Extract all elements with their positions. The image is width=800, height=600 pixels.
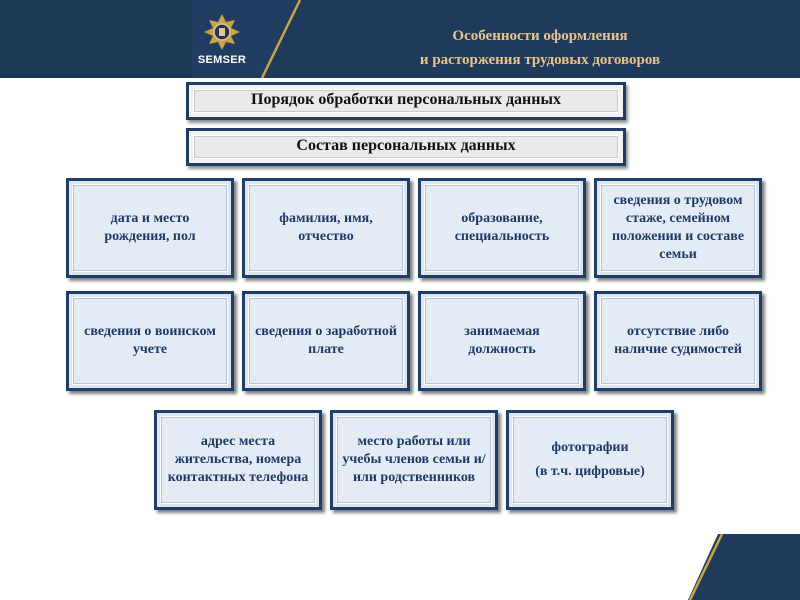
card-photos-line-2: (в т.ч. цифровые) bbox=[535, 464, 645, 479]
card-education bbox=[418, 178, 586, 278]
card-birth-text: дата и место рождения, пол bbox=[104, 211, 196, 244]
card-criminal-record bbox=[594, 291, 762, 391]
composition-banner bbox=[186, 128, 626, 166]
title-line-1: Особенности оформления bbox=[452, 28, 628, 44]
card-name bbox=[242, 178, 410, 278]
card-address-text: адрес места жительства, номера контактных телефона bbox=[167, 434, 309, 485]
card-family-work-text: место работы или учебы членов семьи и/или родственников bbox=[342, 434, 486, 485]
card-family-work bbox=[330, 410, 498, 510]
page-title bbox=[380, 24, 700, 72]
processing-order-banner bbox=[186, 82, 626, 120]
card-salary-text: сведения о заработной плате bbox=[255, 324, 397, 357]
card-position bbox=[418, 291, 586, 391]
card-position-text: занимаемая должность bbox=[464, 324, 540, 357]
card-birth bbox=[66, 178, 234, 278]
card-photos-line-1: фотографии bbox=[551, 440, 629, 455]
card-education-text: образование, специальность bbox=[454, 211, 550, 244]
semser-logo bbox=[196, 10, 248, 68]
card-work-experience-text: сведения о трудовом стаже, семейном положении и составе семьи bbox=[611, 193, 745, 262]
card-work-experience bbox=[594, 178, 762, 278]
card-photos-text bbox=[527, 439, 653, 481]
card-salary bbox=[242, 291, 410, 391]
header-band bbox=[0, 0, 800, 78]
card-military bbox=[66, 291, 234, 391]
composition-label: Состав персональных данных bbox=[296, 137, 516, 154]
processing-order-label: Порядок обработки персональных данных bbox=[251, 91, 561, 108]
logo-text: SEMSER bbox=[197, 54, 247, 66]
card-address bbox=[154, 410, 322, 510]
emblem-icon bbox=[196, 10, 248, 54]
card-military-text: сведения о воинском учете bbox=[84, 324, 216, 357]
title-line-2: и расторжения трудовых договоров bbox=[419, 52, 661, 68]
card-criminal-record-text: отсутствие либо наличие судимостей bbox=[614, 324, 742, 357]
card-name-text: фамилия, имя, отчество bbox=[279, 211, 373, 244]
card-photos bbox=[506, 410, 674, 510]
